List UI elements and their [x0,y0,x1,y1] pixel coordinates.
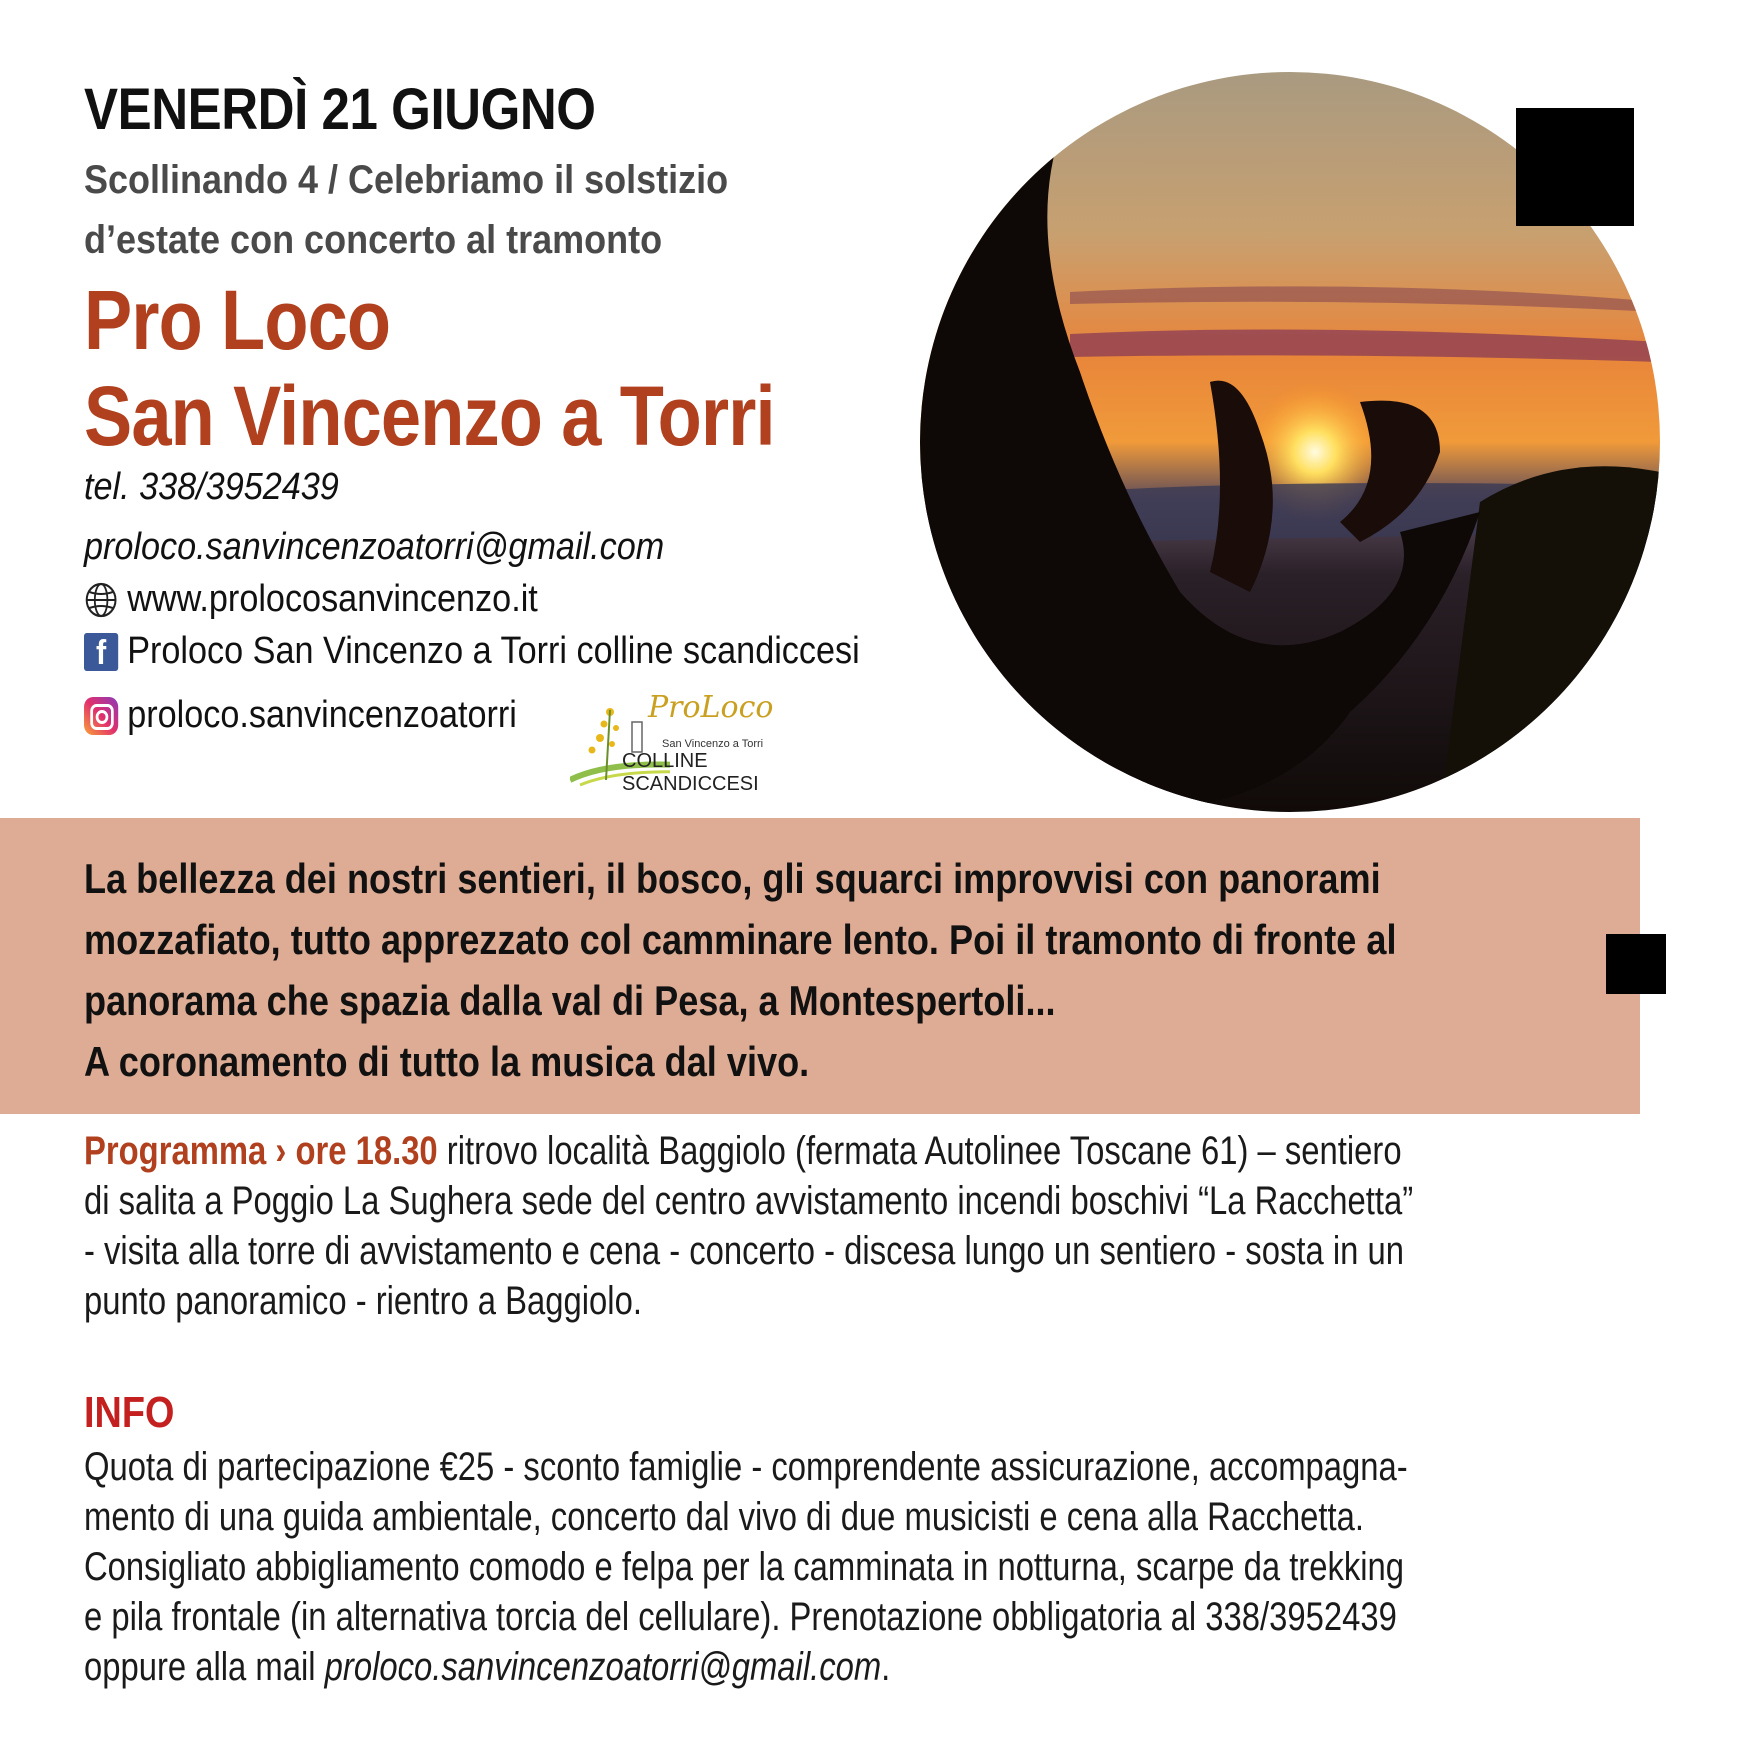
email-address[interactable]: proloco.sanvincenzoatorri@gmail.com [84,526,665,568]
event-date: VENERDÌ 21 GIUGNO [84,77,596,142]
logo-name: ProLoco [648,690,774,725]
info-email[interactable]: proloco.sanvincenzoatorri@gmail.com [324,1645,882,1689]
logo-area: COLLINE SCANDICCESI [622,750,759,795]
program-label: Programma › ore 18.30 [84,1129,438,1173]
info-section [84,1442,1617,1692]
info-line [84,1642,1617,1692]
organizer-line: Pro Loco [84,273,391,367]
highlight-line: A coronamento di tutto la musica dal vivo. [84,1038,810,1085]
info-line: Quota di partecipazione €25 - sconto famiglie - comprendente assicurazione, accompagna- [84,1445,1408,1489]
program-text: ritrovo località Baggiolo (fermata Autolinee Toscane 61) – sentiero [437,1129,1402,1173]
facebook-row[interactable] [84,630,860,673]
info-line: Consigliato abbigliamento comodo e felpa per la camminata in notturna, scarpe da trekking [84,1545,1405,1589]
website-link[interactable]: www.prolocosanvincenzo.it [127,578,538,620]
program-line [84,1126,1609,1176]
facebook-icon: f [84,633,118,671]
organizer-line: San Vincenzo a Torri [84,369,775,463]
program-line: punto panoramico - rientro a Baggiolo. [84,1279,642,1323]
organizer-title [84,272,775,464]
decorative-square [1516,108,1634,226]
website-row[interactable] [84,578,538,621]
highlight-text [84,848,1546,1092]
program-line: di salita a Poggio La Sughera sede del centro avvistamento incendi boschivi “La Racchetta” [84,1179,1414,1223]
info-text: . [881,1645,891,1689]
instagram-icon [84,697,118,735]
proloco-logo [570,690,800,795]
instagram-link[interactable]: proloco.sanvincenzoatorri [127,694,517,736]
info-line: e pila frontale (in alternativa torcia del cellulare). Prenotazione obbligatoria al 338/3952439 [84,1595,1397,1639]
subtitle-line: Scollinando 4 / Celebriamo il solstizio [84,158,729,202]
decorative-square [1606,934,1666,994]
highlight-line: La bellezza dei nostri sentieri, il bosco, gli squarci improvvisi con panorami [84,855,1381,902]
highlight-line: mozzafiato, tutto apprezzato col camminare lento. Poi il tramonto di fronte al [84,916,1397,963]
phone-number: tel. 338/3952439 [84,466,339,508]
subtitle-line: d’estate con concerto al tramonto [84,218,663,262]
program-section [84,1126,1609,1326]
globe-icon [84,581,118,619]
facebook-link[interactable]: Proloco San Vincenzo a Torri colline scandiccesi [127,630,860,672]
info-heading: INFO [84,1388,175,1437]
program-line: - visita alla torre di avvistamento e cena - concerto - discesa lungo un sentiero - sosta in un [84,1229,1404,1273]
event-subtitle [84,150,786,270]
highlight-line: panorama che spazia dalla val di Pesa, a Montespertoli... [84,977,1056,1024]
info-text: oppure alla mail [84,1645,325,1689]
logo-sub: San Vincenzo a Torri [662,738,764,750]
info-line: mento di una guida ambientale, concerto dal vivo di due musicisti e cena alla Racchetta. [84,1495,1364,1539]
instagram-row[interactable] [84,694,517,737]
